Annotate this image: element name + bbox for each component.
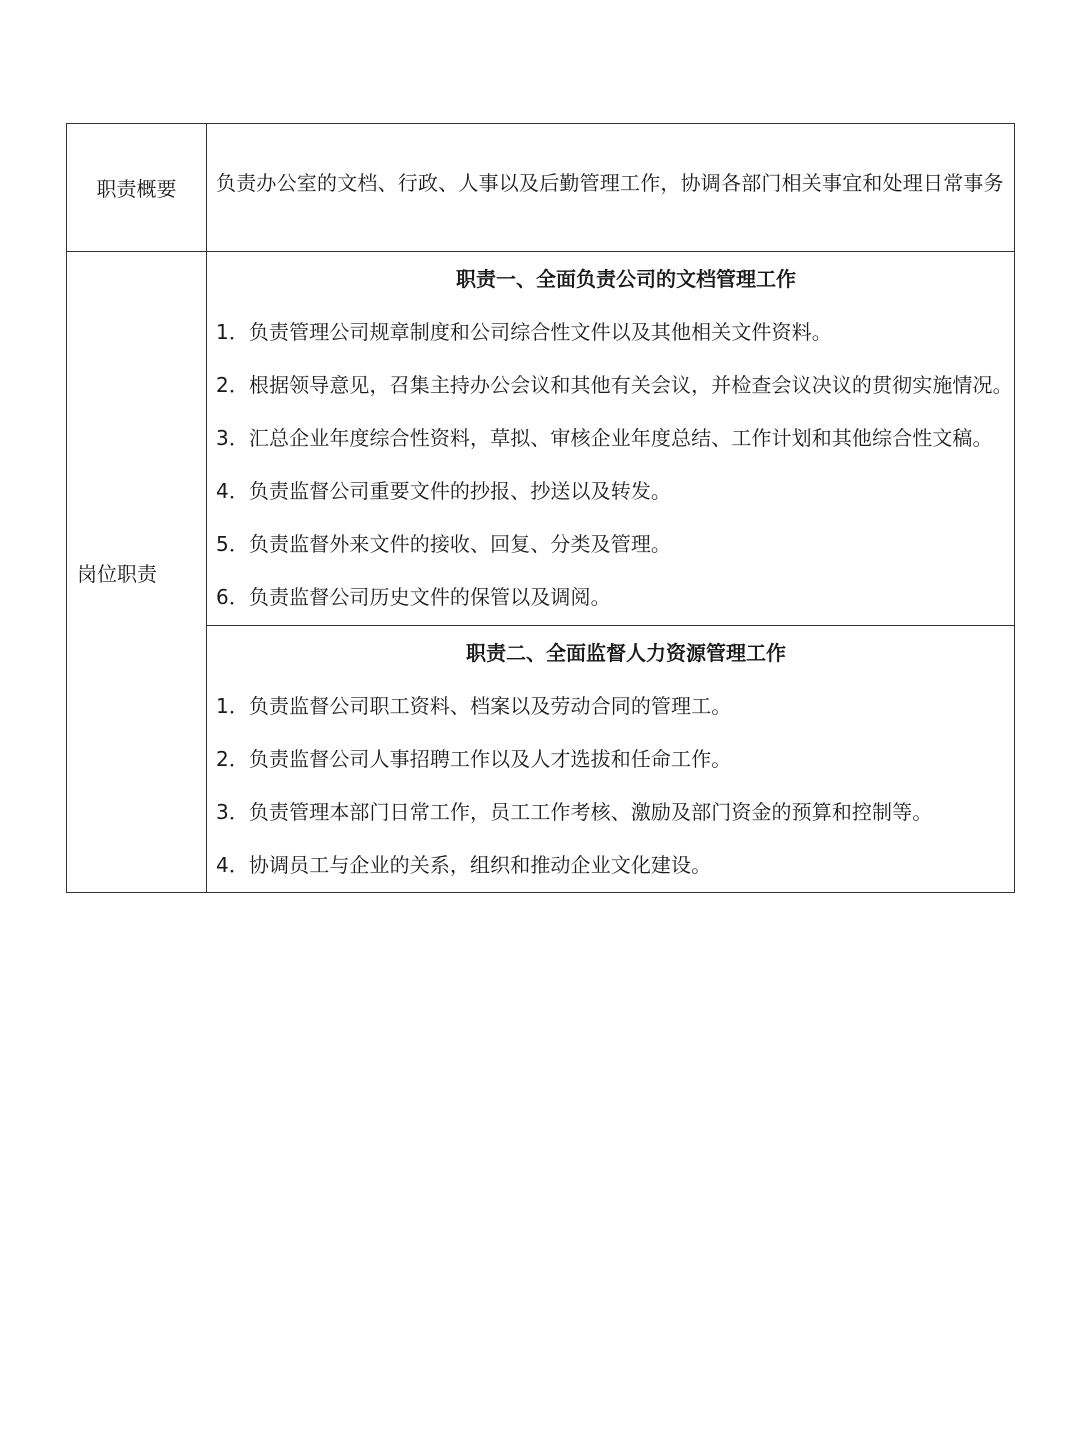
list-item: 4．协调员工与企业的关系，组织和推动企业文化建设。 [216,853,712,877]
summary-label: 职责概要 [67,124,207,252]
duty-section-2 [207,626,1015,893]
duty-section-row-1 [67,252,1015,626]
summary-content [207,124,1015,252]
summary-row [67,124,1015,252]
list-item: 2．根据领导意见，召集主持办公会议和其他有关会议，并检查会议决议的贯彻实施情况。 [216,373,1013,397]
job-duty-table [66,123,1015,893]
list-item: 5．负责监督外来文件的接收、回复、分类及管理。 [216,532,672,556]
section-title: 职责一、全面负责公司的文档管理工作 [456,267,796,291]
list-item: 3．负责管理本部门日常工作，员工工作考核、激励及部门资金的预算和控制等。 [216,800,933,824]
duties-label: 岗位职责 [67,252,207,893]
list-item: 4．负责监督公司重要文件的抄报、抄送以及转发。 [216,479,672,503]
list-item: 1．负责监督公司职工资料、档案以及劳动合同的管理工。 [216,694,732,718]
duty-section-row-2 [67,626,1015,893]
list-item: 3．汇总企业年度综合性资料，草拟、审核企业年度总结、工作计划和其他综合性文稿。 [216,426,993,450]
list-item: 6．负责监督公司历史文件的保管以及调阅。 [216,585,611,609]
duty-section-1 [207,252,1015,626]
section-title: 职责二、全面监督人力资源管理工作 [466,641,786,665]
list-item: 2．负责监督公司人事招聘工作以及人才选拔和任命工作。 [216,747,732,771]
list-item: 1．负责管理公司规章制度和公司综合性文件以及其他相关文件资料。 [216,320,832,344]
summary-text: 负责办公室的文档、行政、人事以及后勤管理工作，协调各部门相关事宜和处理日常事务 [216,170,1004,195]
